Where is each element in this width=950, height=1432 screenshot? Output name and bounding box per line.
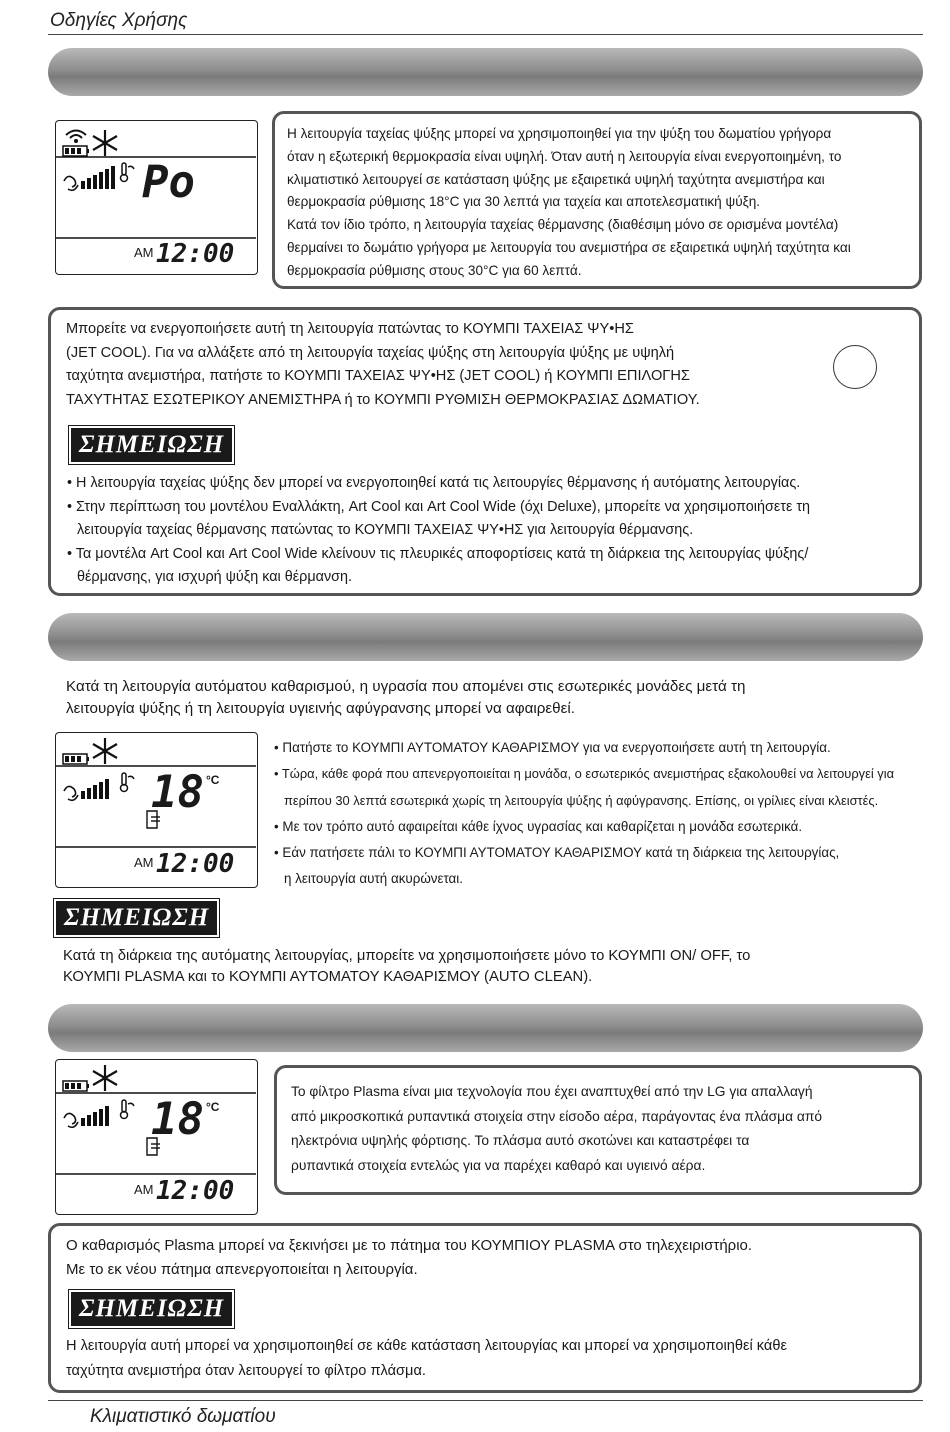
jet-instruction-line: Μπορείτε να ενεργοποιήσετε αυτή τη λειτουργία πατώντας το ΚΟΥΜΠΙ ΤΑΧΕΙΑΣ ΨΥ•ΗΣ <box>66 321 634 337</box>
auto-clean-bullets <box>270 735 930 893</box>
jet-intro-line: Κατά τον ίδιο τρόπο, η λειτουργία ταχείας θέρμανσης (διαθέσιμη μόνο σε ορισμένα μοντέλα) <box>287 217 839 233</box>
jet-note-item: • Τα μοντέλα Art Cool και Art Cool Wide κλείνουν τις πλευρικές αποφορτίσεις κατά τη διάρκεια της λειτουργίας ψύξης/ <box>63 543 913 567</box>
jet-intro-line: θερμαίνει το δωμάτιο γρήγορα με λειτουργία του ανεμιστήρα σε εξαιρετικά υψηλή ταχύτητα και <box>287 239 851 255</box>
section-bar-plasma <box>48 1004 923 1052</box>
plasma-intro-line: από μικροσκοπικά ρυπαντικά στοιχεία στην είσοδο αέρα, παράγοντας ένα πλάσμα από <box>291 1108 823 1124</box>
auto-clean-bullet: • Με τον τρόπο αυτό αφαιρείται κάθε ίχνος υγρασίας και καθαρίζεται η μονάδα εσωτερικά. <box>270 814 930 840</box>
lcd-am-label: AM <box>134 855 154 870</box>
auto-clean-bullet-cont: περίπου 30 λεπτά εσωτερικά χωρίς τη λειτουργία ψύξης ή αφύγρανσης. Επίσης, οι γρίλιες είναι κλειστές. <box>284 792 879 808</box>
plasma-instruction-line: Με το εκ νέου πάτημα απενεργοποιείται η λειτουργία. <box>66 1261 418 1278</box>
auto-clean-note <box>63 946 923 988</box>
jet-note-item-cont: θέρμανσης, για ισχυρή ψύξη και θέρμανση. <box>77 569 353 585</box>
jet-notes-list <box>63 472 913 590</box>
lcd-display-auto-clean <box>55 732 258 888</box>
signal-icon <box>66 131 86 144</box>
footer-divider <box>48 1400 923 1401</box>
jet-note-item-cont: λειτουργία ταχείας θέρμανσης πατώντας το ΚΟΥΜΠΙ ΤΑΧΕΙΑΣ ΨΥ•ΗΣ για λειτουργία θέρμανσης. <box>77 522 694 538</box>
jet-intro-line: όταν η εξωτερική θερμοκρασία είναι υψηλή. Όταν αυτή η λειτουργία είναι ενεργοποιημένη, το <box>287 148 842 164</box>
section-bar-auto-clean <box>48 613 923 661</box>
fan-icon <box>64 786 78 800</box>
jet-intro-line: θερμοκρασία ρύθμισης στους 30°C για 60 λεπτά. <box>287 262 582 278</box>
thermometer-icon <box>121 773 135 792</box>
jet-intro-line: θερμοκρασία ρύθμισης 18°C για 30 λεπτά για ταχεία και αποτελεσματική ψύξη. <box>287 194 761 210</box>
section-bar-jet-cool <box>48 48 923 96</box>
lcd-am-label: AM <box>134 245 154 260</box>
snowflake-icon <box>93 1065 117 1091</box>
jet-note-item: • Στην περίπτωση του μοντέλου Εναλλάκτη, Art Cool και Art Cool Wide (όχι Deluxe), μπορείτε να χρησιμοποιήσετε τη <box>63 496 913 520</box>
lcd-am-label: AM <box>134 1182 154 1197</box>
lcd-temp-unit: °C <box>206 773 220 787</box>
auto-clean-intro-line: Κατά τη λειτουργία αυτόματου καθαρισμού, η υγρασία που απομένει στις εσωτερικές μονάδες μετά τη <box>66 678 746 695</box>
thermometer-icon <box>121 163 135 182</box>
plasma-instruction-line: Ο καθαρισμός Plasma μπορεί να ξεκινήσει με το πάτημα του ΚΟΥΜΠΙΟΥ PLASMA στο τηλεχειριστήριο. <box>66 1237 753 1254</box>
plasma-note <box>66 1334 916 1384</box>
plasma-intro-box <box>274 1065 922 1195</box>
note-badge: ΣΗΜΕΙΩΣΗ <box>71 1292 232 1326</box>
lcd-clock: 12:00 <box>156 239 235 269</box>
battery-icon <box>63 1081 89 1091</box>
auto-clean-bullet-cont: η λειτουργία αυτή ακυρώνεται. <box>284 871 463 887</box>
lcd-display-plasma <box>55 1059 258 1215</box>
lcd-temp-unit: °C <box>206 1100 220 1114</box>
battery-icon <box>63 754 89 764</box>
jet-instruction-line: ταχύτητα ανεμιστήρα, πατήστε το ΚΟΥΜΠΙ ΤΑΧΕΙΑΣ ΨΥ•ΗΣ (JET COOL) ή ΚΟΥΜΠΙ ΕΠΙΛΟΓΗΣ <box>66 368 690 384</box>
fan-speed-bars-icon <box>81 1106 109 1126</box>
plasma-note-line: ταχύτητα ανεμιστήρα όταν λειτουργεί το φίλτρο πλάσμα. <box>66 1363 426 1379</box>
plasma-intro-line: ηλεκτρόνια υψηλής φόρτισης. Το πλάσμα αυτό σκοτώνει και καταστρέφει τα <box>291 1133 750 1148</box>
auto-clean-note-line: ΚΟΥΜΠΙ PLASMA και το ΚΟΥΜΠΙ ΑΥΤΟΜΑΤΟΥ ΚΑΘΑΡΙΣΜΟΥ (AUTO CLEAN). <box>63 969 593 985</box>
plasma-intro-line: ρυπαντικά στοιχεία εντελώς για να παρέχει καθαρό και υγιεινό αέρα. <box>291 1157 706 1173</box>
snowflake-icon <box>93 130 117 156</box>
lcd-main-readout: Po <box>142 157 195 208</box>
jet-intro-line: κλιματιστικό λειτουργεί σε κατάσταση ψύξης με εξαιρετικά υψηλή ταχύτητα ανεμιστήρα και <box>287 171 825 187</box>
jet-intro-line: Η λειτουργία ταχείας ψύξης μπορεί να χρησιμοποιηθεί για την ψύξη του δωματίου γρήγορα <box>287 126 832 141</box>
auto-clean-intro <box>66 676 926 720</box>
battery-icon <box>63 146 89 156</box>
plasma-instructions-box <box>48 1223 922 1393</box>
auto-clean-bullet: • Τώρα, κάθε φορά που απενεργοποιείται η μονάδα, ο εσωτερικός ανεμιστήρας εξακολουθεί να λειτουργεί για <box>270 761 930 787</box>
jet-cool-intro-box <box>272 111 922 289</box>
plasma-note-line: Η λειτουργία αυτή μπορεί να χρησιμοποιηθεί σε κάθε κατάσταση λειτουργίας και μπορεί να χρησιμοποιηθεί κάθε <box>66 1338 787 1354</box>
lcd-temperature: 18 <box>151 767 204 818</box>
header-divider <box>48 34 923 35</box>
auto-clean-note-line: Κατά τη διάρκεια της αυτόματης λειτουργίας, μπορείτε να χρησιμοποιήσετε μόνο το ΚΟΥΜΠΙ ON/ OFF, το <box>63 948 751 964</box>
plasma-intro-line: Το φίλτρο Plasma είναι μια τεχνολογία που έχει αναπτυχθεί από την LG για απαλλαγή <box>291 1084 813 1099</box>
snowflake-icon <box>93 738 117 764</box>
page-header-title: Οδηγίες Χρήσης <box>50 10 188 31</box>
lcd-display-jet-cool <box>55 120 258 275</box>
jet-note-item: • Η λειτουργία ταχείας ψύξης δεν μπορεί να ενεργοποιηθεί κατά τις λειτουργίες θέρμανσης ή αυτόματης λειτουργίας. <box>63 472 913 496</box>
remote-button-circle <box>833 345 877 389</box>
fan-icon <box>64 176 78 190</box>
jet-instruction-line: ΤΑΧΥΤΗΤΑΣ ΕΣΩΤΕΡΙΚΟΥ ΑΝΕΜΙΣΤΗΡΑ ή το ΚΟΥΜΠΙ ΡΥΘΜΙΣΗ ΘΕΡΜΟΚΡΑΣΙΑΣ ΔΩΜΑΤΙΟΥ. <box>66 391 700 408</box>
lcd-clock: 12:00 <box>156 849 235 879</box>
thermometer-icon <box>121 1100 135 1119</box>
page-footer-title: Κλιματιστικό δωματίου <box>90 1406 276 1427</box>
auto-clean-bullet: • Εάν πατήσετε πάλι το ΚΟΥΜΠΙ ΑΥΤΟΜΑΤΟΥ ΚΑΘΑΡΙΣΜΟΥ κατά τη διάρκεια της λειτουργίας, <box>270 840 930 866</box>
fan-speed-bars-icon <box>81 166 115 189</box>
fan-speed-bars-icon <box>81 779 109 799</box>
note-badge: ΣΗΜΕΙΩΣΗ <box>71 428 232 462</box>
auto-clean-bullet: • Πατήστε το ΚΟΥΜΠΙ ΑΥΤΟΜΑΤΟΥ ΚΑΘΑΡΙΣΜΟΥ για να ενεργοποιήσετε αυτή τη λειτουργία. <box>270 735 930 761</box>
lcd-clock: 12:00 <box>156 1176 235 1206</box>
lcd-temperature: 18 <box>151 1094 204 1145</box>
auto-clean-intro-line: λειτουργία ψύξης ή τη λειτουργία υγιεινής αφύγρανσης μπορεί να αφαιρεθεί. <box>66 700 575 717</box>
note-badge: ΣΗΜΕΙΩΣΗ <box>56 901 217 935</box>
jet-cool-instructions-box <box>48 307 922 596</box>
fan-icon <box>64 1113 78 1127</box>
jet-instruction-line: (JET COOL). Για να αλλάξετε από τη λειτουργία ταχείας ψύξης στη λειτουργία ψύξης με υψηλή <box>66 344 675 361</box>
